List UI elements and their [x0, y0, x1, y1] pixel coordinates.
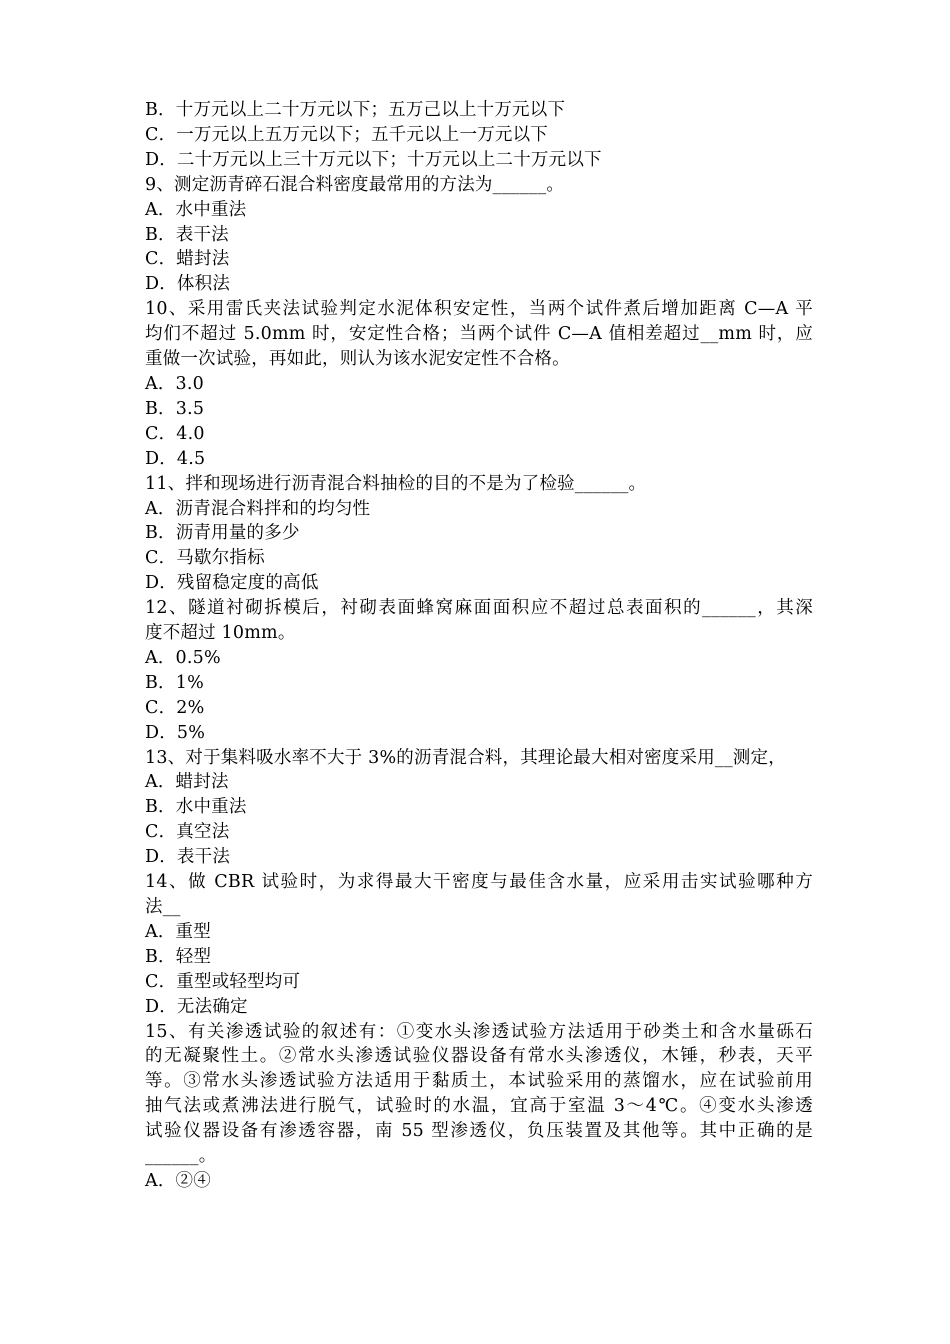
question-14-line-1: 14、做 CBR 试验时，为求得最大干密度与最佳含水量，应采用击实试验哪种方 — [145, 872, 813, 893]
question-11-option-a: A．沥青混合料拌和的均匀性 — [145, 498, 371, 519]
option-c: C．一万元以上五万元以下；五千元以上一万元以下 — [145, 124, 548, 145]
question-14-option-c: C．重型或轻型均可 — [145, 971, 301, 992]
document-page — [145, 98, 813, 1194]
question-10-line-1: 10、采用雷氏夹法试验判定水泥体积安定性，当两个试件煮后增加距离 C—A 平 — [145, 299, 813, 320]
question-13-option-a: A．蜡封法 — [145, 772, 229, 793]
question-11-option-d: D．残留稳定度的高低 — [145, 573, 319, 594]
question-12-line-1: 12、隧道衬砌拆模后，衬砌表面蜂窝麻面面积应不超过总表面积的______，其深 — [145, 598, 813, 619]
question-9-option-c: C．蜡封法 — [145, 249, 230, 270]
question-13-option-c: C．真空法 — [145, 822, 230, 843]
question-15-line-3: 等。③常水头渗透试验方法适用于黏质土，本试验采用的蒸馏水，应在试验前用 — [145, 1071, 813, 1092]
question-14-option-b: B．轻型 — [145, 946, 212, 967]
question-12-line-2: 度不超过 10mm。 — [145, 623, 296, 644]
question-14 — [145, 870, 813, 920]
question-10-line-2: 均们不超过 5.0mm 时，安定性合格；当两个试件 C—A 值相差超过__mm 时，应 — [145, 324, 813, 345]
question-15 — [145, 1020, 813, 1169]
question-11: 11、拌和现场进行沥青混合料抽检的目的不是为了检验______。 — [145, 473, 647, 494]
option-d: D．二十万元以上三十万元以下；十万元以上二十万元以下 — [145, 149, 602, 170]
question-15-option-a: A．②④ — [145, 1170, 211, 1191]
question-10-option-b: B．3.5 — [145, 398, 205, 419]
option-b: B．十万元以上二十万元以下；五万己以上十万元以下 — [145, 100, 566, 120]
question-14-option-a: A．重型 — [145, 921, 211, 942]
question-15-line-5: 试验仪器设备有渗透容器，南 55 型渗透仪，负压装置及其他等。其中正确的是 — [145, 1121, 813, 1142]
question-13-option-b: B．水中重法 — [145, 797, 247, 818]
question-9-option-a: A．水中重法 — [145, 199, 247, 220]
question-10-option-d: D．4.5 — [145, 448, 206, 469]
question-9-option-b: B．表干法 — [145, 224, 229, 245]
question-14-option-d: D．无法确定 — [145, 996, 248, 1017]
question-15-line-2: 的无凝聚性土。②常水头渗透试验仪器设备有常水头渗透仪，木锤，秒表，天平 — [145, 1046, 813, 1067]
question-11-option-c: C．马歇尔指标 — [145, 548, 265, 569]
question-10-line-3: 重做一次试验，再如此，则认为该水泥安定性不合格。 — [145, 349, 570, 370]
question-15-line-4: 抽气法或煮沸法进行脱气，试验时的水温，宜高于室温 3～4℃。④变水头渗透 — [145, 1096, 813, 1117]
question-10-option-a: A．3.0 — [145, 373, 204, 394]
question-12-option-c: C．2% — [145, 697, 205, 718]
question-12-option-b: B．1% — [145, 672, 204, 693]
question-9-option-d: D．体积法 — [145, 274, 231, 295]
question-12-option-a: A．0.5% — [145, 647, 221, 668]
question-12-option-d: D．5% — [145, 722, 206, 743]
question-13: 13、对于集料吸水率不大于 3%的沥青混合料，其理论最大相对密度采用__测定， — [145, 747, 786, 768]
question-9: 9、测定沥青碎石混合料密度最常用的方法为______。 — [145, 174, 565, 195]
question-13-option-d: D．表干法 — [145, 847, 231, 868]
question-12 — [145, 596, 813, 646]
question-10-option-c: C．4.0 — [145, 423, 205, 444]
question-14-line-2: 法__ — [145, 897, 181, 917]
question-15-line-6: ______。 — [145, 1146, 217, 1167]
question-11-option-b: B．沥青用量的多少 — [145, 523, 300, 544]
question-15-line-1: 15、有关渗透试验的叙述有：①变水头渗透试验方法适用于砂类土和含水量砾石 — [145, 1021, 813, 1042]
question-10 — [145, 297, 813, 372]
